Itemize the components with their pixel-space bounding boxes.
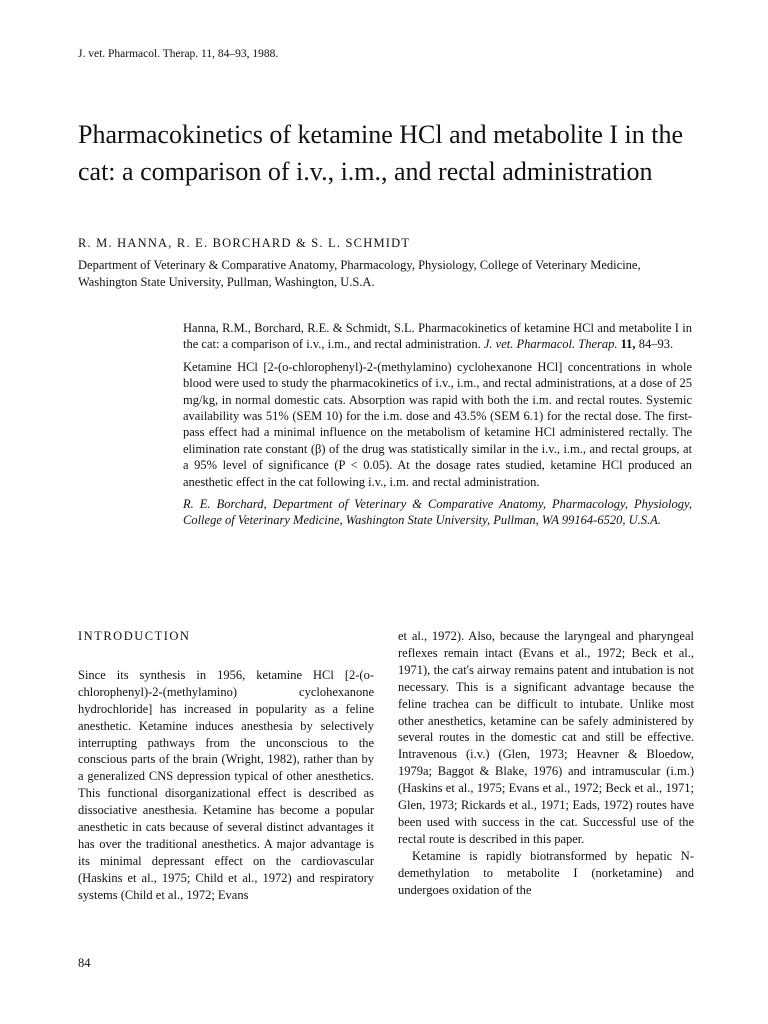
left-column (78, 628, 374, 904)
citation-pages: 84–93. (635, 337, 674, 352)
introduction-paragraph-continued: et al., 1972). Also, because the laryngeal and pharyngeal reflexes remain intact (Evans et al., 1972; Beck et al., 1971), the cat's airway remains patent and intubation is not necessary. This is a significant advantage because the feline trachea can be difficult to intubate. Unlike most other anesthetics, ketamine can be safely administered by several routes in the domestic cat and still be effective. Intravenous (i.v.) (Glen, 1973; Heavner & Bloedow, 1979a; Baggot & Blake, 1976) and intramuscular (i.m.) (Haskins et al., 1975; Evans et al., 1972; Beck et al., 1971; Glen, 1973; Rickards et al., 1971; Eads, 1972) routes have been used with success in the cat. Successful use of the rectal route is described in this paper. (398, 629, 694, 846)
introduction-paragraph: Ketamine is rapidly biotransformed by hepatic N-demethylation to metabolite I (norketamine) and undergoes oxidation of the (398, 848, 694, 897)
citation-volume: 11, (620, 337, 636, 352)
section-heading-introduction: INTRODUCTION (78, 629, 191, 643)
introduction-paragraph: Since its synthesis in 1956, ketamine HCl [2-(o-chlorophenyl)-2-(methylamino) cyclohexanone hydrochloride] has increased in popularity as a feline anesthetic. Ketamine induces anesthesia by selectively interrupting pathways from the unconscious to the conscious parts of the brain (Wright, 1982), rather than by a generalized CNS depression typical of other anesthetics. This functional disorganizational effect is described as dissociative anesthesia. Ketamine has become a popular anesthetic in cats because of several distinct advantages it has over the traditional anesthetics. A major advantage is its minimal depressant effect on the cardiovascular (Haskins et al., 1975; Child et al., 1972) and respiratory systems (Child et al., 1972; Evans (78, 667, 374, 902)
page-number: 84 (78, 956, 91, 970)
journal-reference: J. vet. Pharmacol. Therap. 11, 84–93, 1988. (78, 48, 279, 60)
citation-authors-title: Hanna, R.M., Borchard, R.E. & Schmidt, S.L. Pharmacokinetics of ketamine HCl and metabolite I in the cat: a comparison of i.v., i.m., and rectal administration. (183, 321, 692, 352)
article-title: Pharmacokinetics of ketamine HCl and metabolite I in the cat: a comparison of i.v., i.m., and rectal administration (78, 120, 684, 186)
citation-journal: J. vet. Pharmacol. Therap. (483, 337, 618, 352)
correspondence-address: R. E. Borchard, Department of Veterinary & Comparative Anatomy, Pharmacology, Physiology, College of Veterinary Medicine, Washington State University, Pullman, WA 99164-6520, U.S.A. (183, 497, 692, 528)
abstract-citation (183, 320, 692, 353)
author-affiliation: Department of Veterinary & Comparative Anatomy, Pharmacology, Physiology, College of Veterinary Medicine, Washington State University, Pullman, Washington, U.S.A. (78, 258, 641, 289)
right-column (398, 628, 694, 899)
abstract-body: Ketamine HCl [2-(o-chlorophenyl)-2-(methylamino) cyclohexanone HCl] concentrations in whole blood were used to study the pharmacokinetics of i.v., i.m., and rectal administrations, at a dose of 25 mg/kg, in normal domestic cats. Absorption was rapid with both the i.m. and rectal routes. Systemic availability was 51% (SEM 10) for the i.m. dose and 43.5% (SEM 6.1) for the rectal dose. The first-pass effect had a minimal influence on the metabolism of ketamine HCl administered rectally. The elimination rate constant (β) of the drug was statistically similar in the i.v., i.m., and rectal groups, at a 95% level of significance (P < 0.05). At the dosage rates studied, ketamine HCl produced an anesthetic effect in the cat following i.v., i.m. and rectal administration. (183, 359, 692, 489)
author-list: R. M. HANNA, R. E. BORCHARD & S. L. SCHMIDT (78, 236, 411, 250)
abstract (183, 320, 692, 535)
